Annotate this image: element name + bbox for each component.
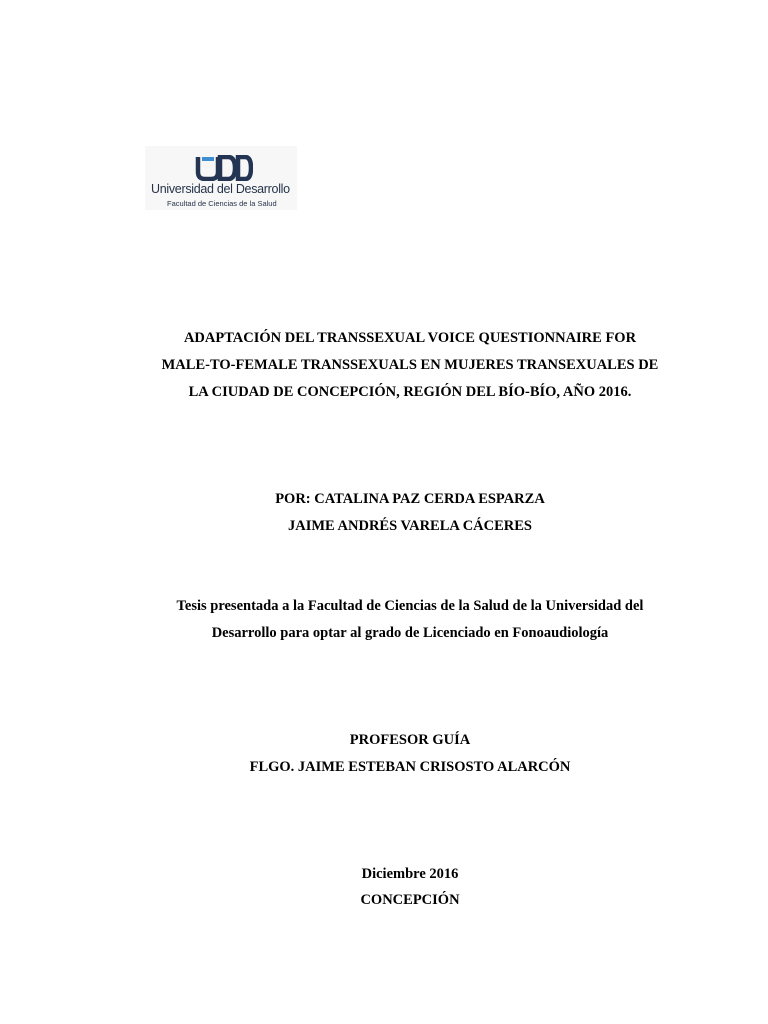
thesis-place: CONCEPCIÓN [360,892,460,908]
advisor-heading: PROFESOR GUÍA [349,732,471,748]
faculty-name: Facultad de Ciencias de la Salud [167,199,277,208]
thesis-date: Diciembre 2016 [361,866,459,882]
thesis-title-line-3: LA CIUDAD DE CONCEPCIÓN, REGIÓN DEL BÍO-BÍO, AÑO 2016. [188,384,632,400]
university-logo [145,146,297,210]
thesis-statement-line-1: Tesis presentada a la Facultad de Ciencias de la Salud de la Universidad del [176,598,644,614]
university-name: Universidad del Desarrollo [151,182,290,196]
udd-logo-mark-icon [195,155,253,181]
author-line-2: JAIME ANDRÉS VARELA CÁCERES [287,518,532,534]
thesis-title-line-1: ADAPTACIÓN DEL TRANSSEXUAL VOICE QUESTIONNAIRE FOR [183,330,637,346]
thesis-statement-line-2: Desarrollo para optar al grado de Licenciado en Fonoaudiología [211,625,609,641]
author-line-1: POR: CATALINA PAZ CERDA ESPARZA [275,491,545,507]
thesis-title-line-2: MALE-TO-FEMALE TRANSSEXUALS EN MUJERES TRANSEXUALES DE [161,357,659,373]
advisor-name: FLGO. JAIME ESTEBAN CRISOSTO ALARCÓN [249,759,571,775]
